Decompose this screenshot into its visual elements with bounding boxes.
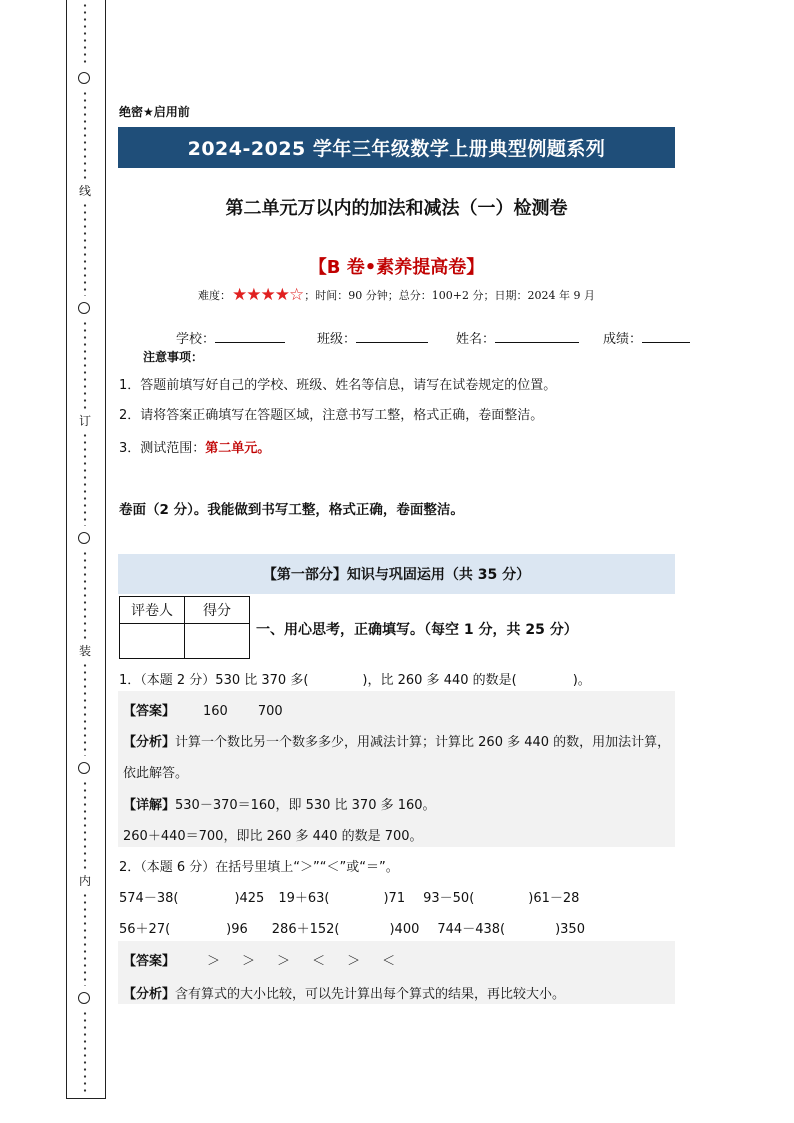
answer-value: ＞ [347, 954, 361, 969]
dotted-line [83, 202, 87, 296]
binding-label-bind: 装 [76, 644, 94, 658]
star-filled-icon: ★ [232, 285, 247, 305]
expression: 286＋152( [271, 922, 340, 937]
expression: )96 [226, 922, 248, 937]
expression: 744－438( [437, 922, 506, 937]
answer-q2 [123, 950, 395, 969]
score-label: 成绩： [603, 332, 643, 347]
detail-text: 530－370＝160，即 530 比 370 多 160。 [175, 798, 436, 813]
binding-hole-icon [78, 992, 90, 1004]
score-header: 得分 [185, 597, 250, 624]
binding-hole-icon [78, 72, 90, 84]
notes-heading: 注意事项： [143, 350, 204, 364]
dotted-line [83, 2, 87, 66]
analysis-q2 [123, 983, 565, 1002]
answer-label: 【答案】 [123, 954, 176, 969]
series-banner: 2024-2025 学年三年级数学上册典型例题系列 [118, 127, 675, 168]
question-1-text: 1．（本题 2 分）530 比 370 多( [119, 673, 309, 688]
exam-title: 第二单元万以内的加法和减法（一）检测卷 [225, 198, 568, 219]
name-label: 姓名： [456, 332, 496, 347]
analysis-q1 [123, 731, 670, 750]
dotted-line [83, 432, 87, 526]
binding-label-line: 线 [76, 184, 94, 198]
difficulty-stars [232, 285, 303, 305]
section-one-title: 一、用心思考，正确填写。（每空 1 分，共 25 分） [256, 622, 578, 638]
dotted-line [83, 90, 87, 182]
note-item [119, 437, 270, 456]
expression: )71 [383, 891, 406, 906]
star-filled-icon: ★ [260, 285, 275, 305]
question-1-text: )。 [572, 673, 591, 688]
question-1-text: )，比 260 多 440 的数是( [362, 673, 517, 688]
analysis-text: 含有算式的大小比较，可以先计算出每个算式的结果，再比较大小。 [175, 987, 566, 1002]
expression: )350 [555, 922, 585, 937]
expression: )61－28 [528, 891, 580, 906]
answer-q1 [123, 700, 283, 719]
analysis-text: 计算一个数比另一个数多多少，用减法计算；计算比 260 多 440 的数，用加法计算， [175, 735, 671, 750]
answer-value: 160 [203, 704, 228, 719]
note-item: 2．请将答案正确填写在答题区域，注意书写工整，格式正确，卷面整洁。 [119, 408, 544, 423]
answer-value: ＞ [277, 954, 291, 969]
analysis-label: 【分析】 [123, 735, 176, 750]
exam-subtitle: 【B 卷•素养提高卷】 [308, 257, 485, 278]
note-item: 1．答题前填写好自己的学校、班级、姓名等信息，请写在试卷规定的位置。 [119, 378, 557, 393]
binding-hole-icon [78, 532, 90, 544]
school-blank[interactable] [215, 328, 285, 343]
dotted-line [83, 550, 87, 642]
answer-value: ＞ [207, 954, 221, 969]
binding-hole-icon [78, 302, 90, 314]
binding-label-staple: 订 [76, 414, 94, 428]
neatness-statement: 卷面（2 分）。我能做到书写工整，格式正确，卷面整洁。 [119, 502, 464, 518]
dotted-line [83, 1010, 87, 1094]
star-empty-icon: ☆ [289, 285, 304, 305]
question-2: 2．（本题 6 分）在括号里填上“＞”“＜”或“＝”。 [119, 860, 399, 875]
school-label: 学校： [176, 332, 216, 347]
student-info-fields [176, 328, 690, 347]
note-item-text: 3．测试范围： [119, 441, 206, 456]
test-scope: 第二单元。 [205, 441, 271, 456]
question-2-row-2 [119, 918, 585, 937]
star-filled-icon: ★ [274, 285, 290, 305]
exam-meta [118, 285, 675, 305]
class-label: 班级： [317, 332, 357, 347]
dotted-line [83, 662, 87, 756]
analysis-label: 【分析】 [123, 987, 176, 1002]
answer-value: 700 [257, 704, 283, 719]
exam-info: ；时间：90 分钟；总分：100+2 分；日期：2024 年 9 月 [304, 289, 595, 302]
expression: 574－38( [119, 891, 179, 906]
binding-hole-icon [78, 762, 90, 774]
detail-label: 【详解】 [123, 798, 176, 813]
difficulty-label: 难度： [198, 289, 232, 302]
answer-value: ＜ [382, 954, 396, 969]
dotted-line [83, 892, 87, 986]
part-one-title: 【第一部分】知识与巩固运用（共 35 分） [118, 554, 675, 594]
binding-margin [66, 0, 106, 1099]
expression: 56＋27( [119, 922, 171, 937]
dotted-line [83, 320, 87, 412]
confidential-label: 绝密★启用前 [119, 105, 190, 119]
star-filled-icon: ★ [246, 285, 261, 305]
expression: )400 [389, 922, 420, 937]
grader-table [119, 596, 250, 659]
expression: 93－50( [423, 891, 475, 906]
expression: 19＋63( [278, 891, 330, 906]
question-2-row-1 [119, 887, 579, 906]
answer-value: ＞ [242, 954, 256, 969]
question-1 [119, 669, 591, 688]
name-blank[interactable] [495, 328, 579, 343]
binding-label-inside: 内 [76, 874, 94, 888]
grader-cell[interactable] [120, 624, 185, 659]
expression: )425 [234, 891, 265, 906]
score-cell[interactable] [185, 624, 250, 659]
score-blank[interactable] [642, 328, 690, 343]
dotted-line [83, 780, 87, 872]
answer-value: ＜ [312, 954, 326, 969]
grader-header: 评卷人 [120, 597, 185, 624]
answer-label: 【答案】 [123, 704, 176, 719]
detail-q1 [123, 794, 436, 813]
detail-q1-cont: 260＋440＝700，即比 260 多 440 的数是 700。 [123, 829, 423, 844]
class-blank[interactable] [356, 328, 428, 343]
analysis-q1-cont: 依此解答。 [123, 766, 189, 781]
